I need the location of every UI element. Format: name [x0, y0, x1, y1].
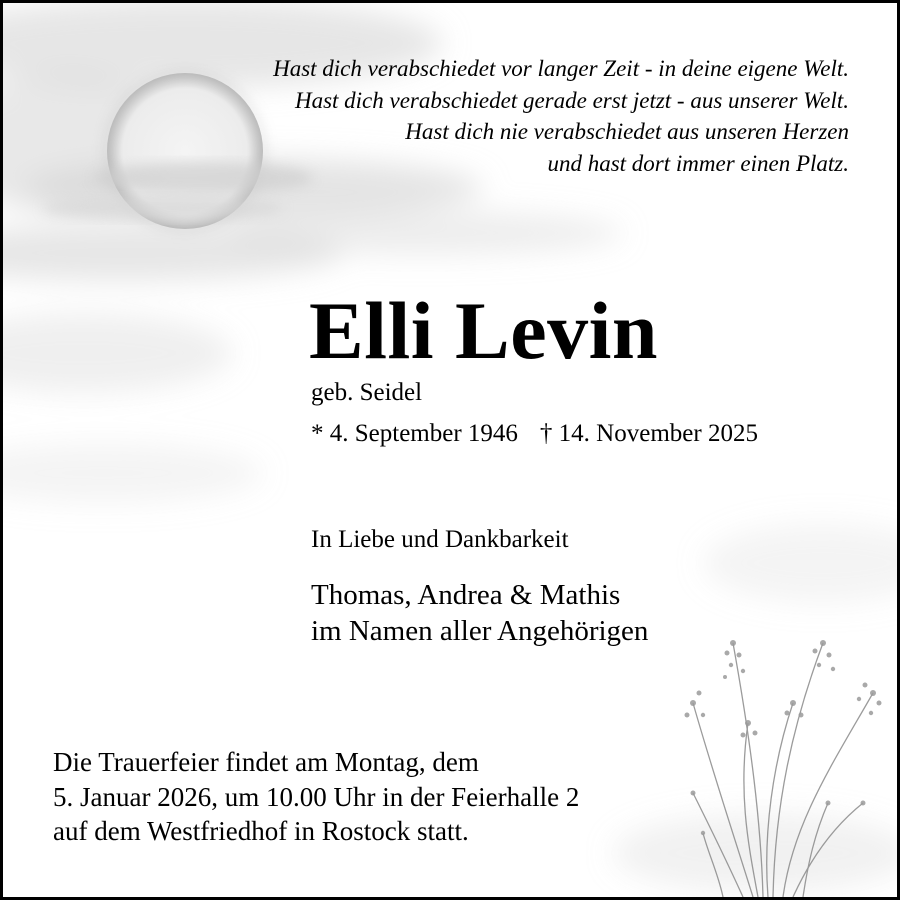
poem-line: Hast dich verabschiedet vor langer Zeit - in deine eigene Welt.	[273, 56, 849, 81]
dedication: In Liebe und Dankbarkeit	[311, 526, 569, 553]
poem-line: und hast dort immer einen Platz.	[547, 150, 849, 176]
funeral-line: 5. Januar 2026, um 10.00 Uhr in der Feierhalle 2	[53, 781, 580, 812]
poem-line: Hast dich verabschiedet gerade erst jetzt - aus unserer Welt.	[294, 87, 849, 113]
deceased-name: Elli Levin	[309, 285, 659, 376]
life-dates	[311, 418, 758, 450]
funeral-line: Die Trauerfeier findet am Montag, dem	[53, 747, 479, 777]
birth-name: geb. Seidel	[311, 379, 423, 406]
death-date: † 14. November 2025	[539, 420, 758, 447]
poem	[273, 53, 849, 179]
poem-line: Hast dich nie verabschiedet aus unseren Herzen	[405, 119, 849, 144]
birth-date: * 4. September 1946	[311, 420, 518, 447]
mourners	[311, 577, 648, 649]
mourners-subline: im Namen aller Angehörigen	[311, 615, 649, 647]
funeral-info	[53, 745, 579, 849]
funeral-line: auf dem Westfriedhof in Rostock statt.	[53, 816, 469, 846]
mourners-names: Thomas, Andrea & Mathis	[311, 579, 621, 611]
